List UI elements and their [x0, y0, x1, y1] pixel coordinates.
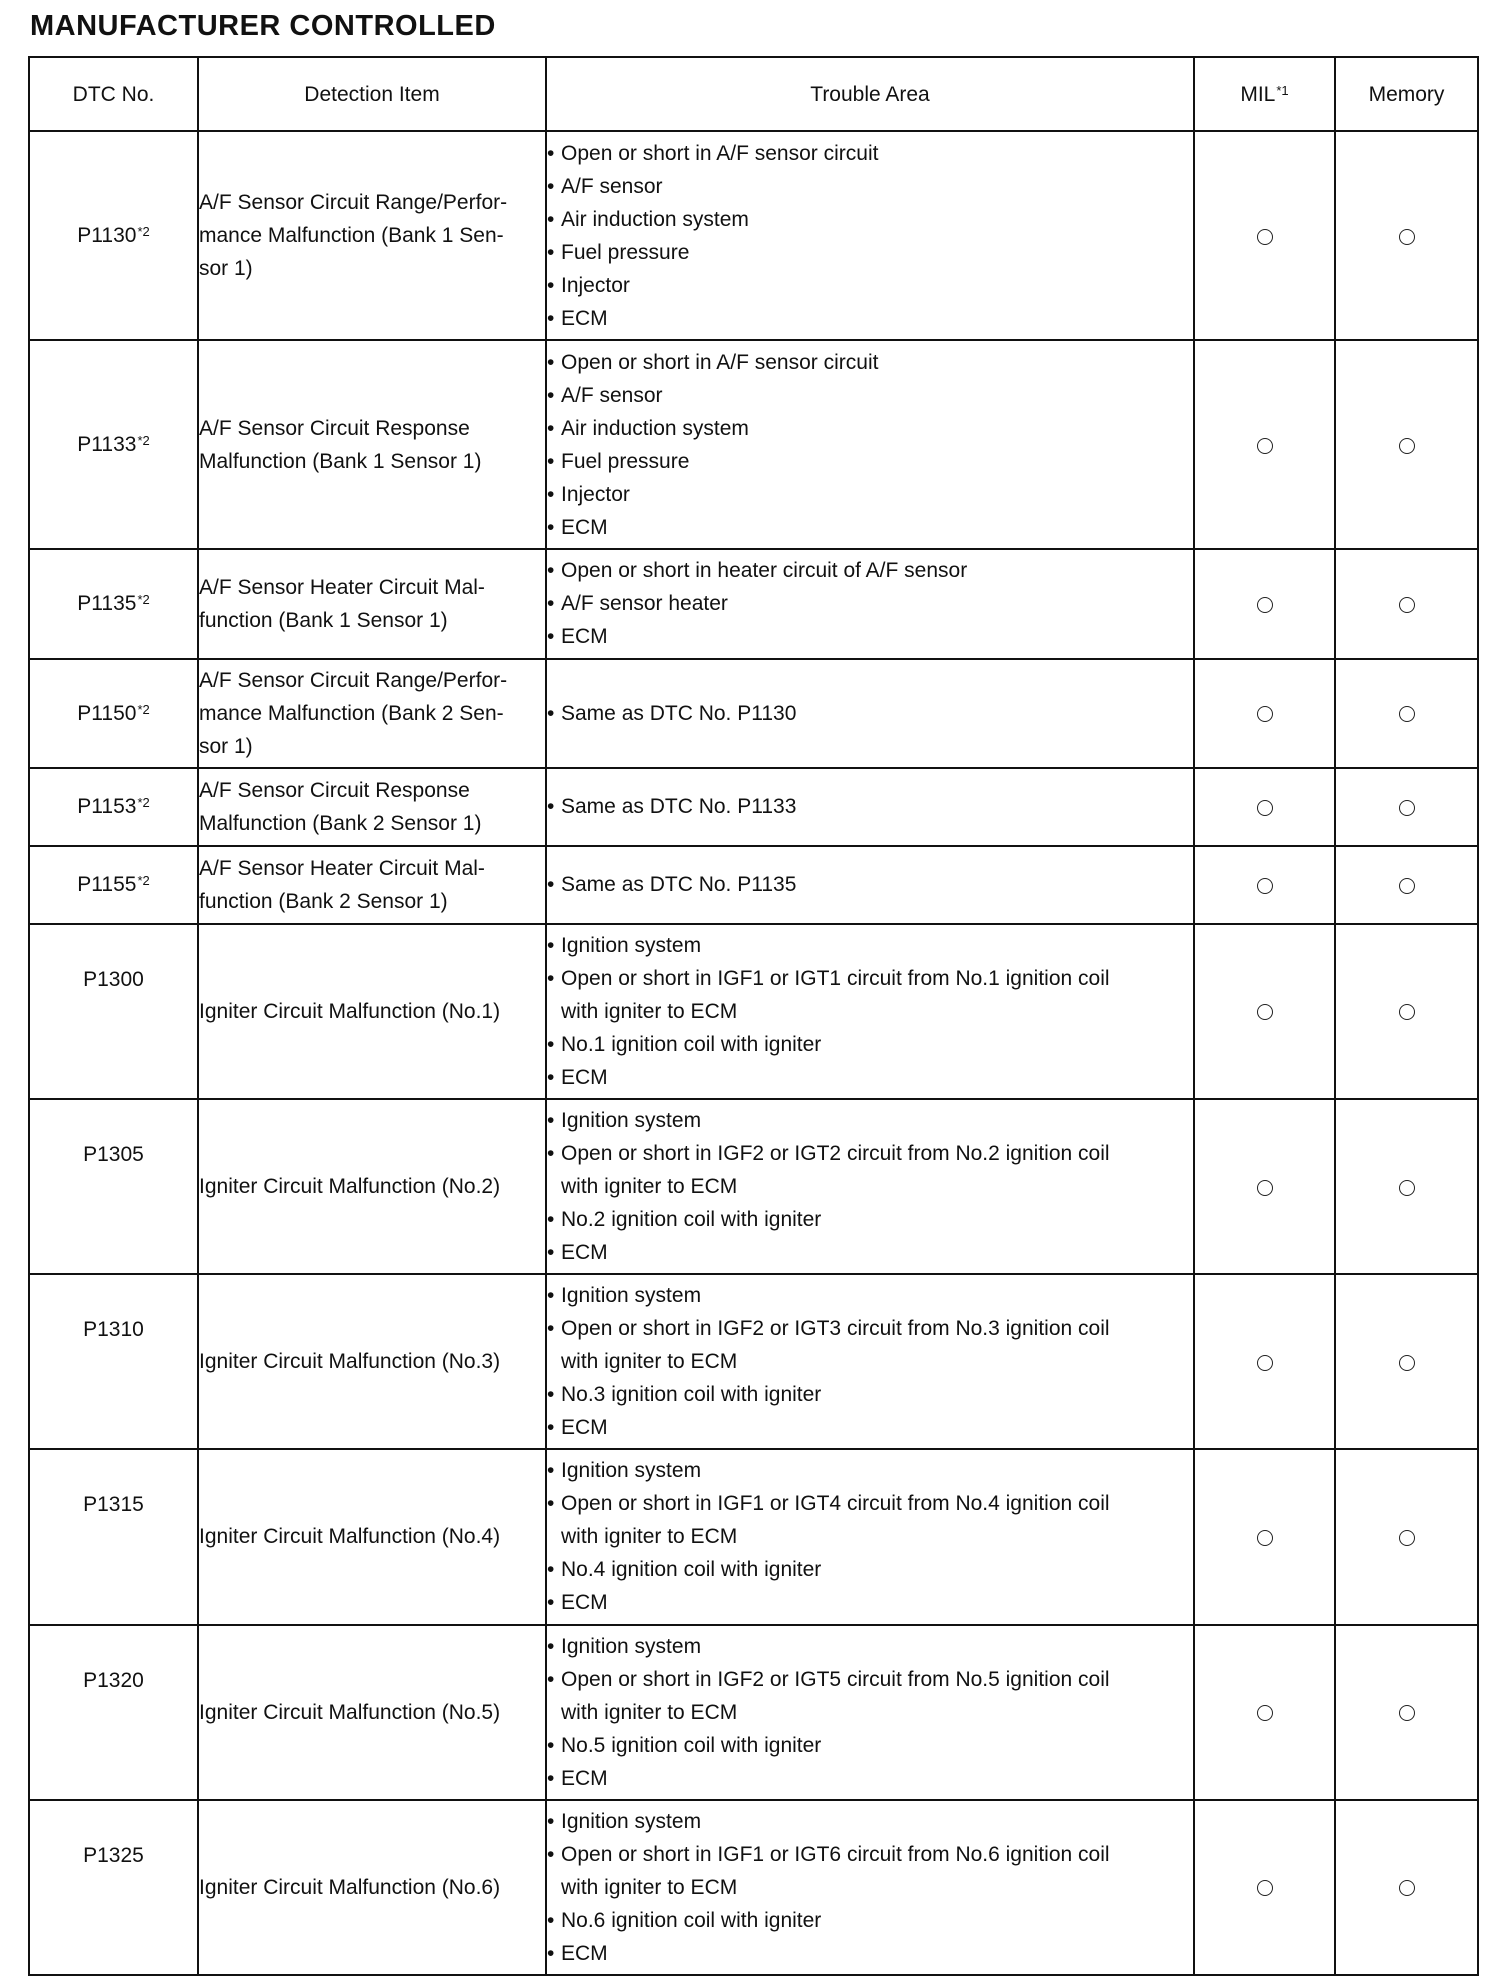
header-memory: Memory: [1335, 57, 1478, 131]
trouble-area-item: [547, 1028, 1193, 1061]
circle-icon: [1257, 878, 1273, 894]
trouble-area-text: ECM: [561, 1766, 608, 1790]
trouble-area-item: [547, 1762, 1193, 1795]
dtc-code: P1133: [77, 433, 137, 457]
bullet-icon: •: [547, 449, 555, 473]
bullet-icon: •: [547, 625, 555, 649]
bullet-icon: •: [547, 1142, 555, 1166]
dtc-code: P1300: [83, 967, 144, 991]
trouble-area-text: Same as DTC No. P1130: [561, 701, 797, 725]
trouble-area-text: Open or short in IGF2 or IGT2 circuit from No.2 ignition coil with igniter to ECM: [561, 1142, 1110, 1199]
circle-icon: [1399, 229, 1415, 245]
dtc-code-cell: [29, 1800, 198, 1975]
trouble-area-text: Open or short in IGF1 or IGT1 circuit from No.1 ignition coil with igniter to ECM: [561, 966, 1110, 1023]
trouble-area-cell: [546, 1625, 1194, 1800]
trouble-area-text: Open or short in A/F sensor circuit: [561, 141, 879, 165]
trouble-area-item: [547, 962, 1193, 1028]
trouble-area-item: [547, 587, 1193, 620]
footnote-marker: *2: [137, 873, 150, 889]
bullet-icon: •: [547, 1766, 555, 1790]
dtc-code-cell: [29, 1449, 198, 1624]
mil-mark-cell: [1194, 340, 1335, 549]
memory-mark-cell: [1335, 659, 1478, 768]
bullet-icon: •: [547, 1941, 555, 1965]
dtc-code: P1155: [77, 873, 137, 897]
dtc-code: P1150: [77, 701, 137, 725]
bullet-icon: •: [547, 416, 555, 440]
trouble-area-text: ECM: [561, 1416, 608, 1440]
trouble-area-item: [547, 790, 1193, 823]
trouble-area-item: [547, 1586, 1193, 1619]
table-row: [29, 131, 1478, 340]
circle-icon: [1399, 1180, 1415, 1196]
trouble-area-item: [547, 1312, 1193, 1378]
bullet-icon: •: [547, 1208, 555, 1232]
footnote-marker: *2: [137, 795, 150, 811]
trouble-area-item: [547, 1553, 1193, 1586]
trouble-area-text: A/F sensor heater: [561, 592, 728, 616]
mil-mark-cell: [1194, 659, 1335, 768]
detection-item-text: Igniter Circuit Malfunction (No.2): [199, 1175, 501, 1199]
table-row: [29, 846, 1478, 924]
trouble-area-item: [547, 269, 1193, 302]
table-row: [29, 1274, 1478, 1449]
circle-icon: [1399, 1530, 1415, 1546]
circle-icon: [1257, 597, 1273, 613]
footnote-marker: *1: [1276, 82, 1289, 98]
bullet-icon: •: [547, 1241, 555, 1265]
dtc-code: P1310: [83, 1318, 144, 1342]
trouble-area-item: [547, 1137, 1193, 1203]
table-row: [29, 659, 1478, 768]
trouble-area-text: ECM: [561, 1065, 608, 1089]
dtc-code-cell: [29, 1274, 198, 1449]
circle-icon: [1257, 229, 1273, 245]
circle-icon: [1399, 1880, 1415, 1896]
bullet-icon: •: [547, 933, 555, 957]
header-dtc-no: DTC No.: [29, 57, 198, 131]
trouble-area-text: ECM: [561, 1941, 608, 1965]
trouble-area-text: No.6 ignition coil with igniter: [561, 1908, 822, 1932]
trouble-area-text: Ignition system: [561, 1109, 702, 1133]
table-row: [29, 768, 1478, 846]
trouble-area-item: [547, 1378, 1193, 1411]
circle-icon: [1257, 1355, 1273, 1371]
trouble-area-text: Ignition system: [561, 933, 702, 957]
trouble-area-cell: [546, 340, 1194, 549]
trouble-area-item: [547, 1454, 1193, 1487]
trouble-area-item: [547, 620, 1193, 653]
bullet-icon: •: [547, 515, 555, 539]
bullet-icon: •: [547, 174, 555, 198]
bullet-icon: •: [547, 1492, 555, 1516]
dtc-code: P1320: [83, 1668, 144, 1692]
trouble-area-text: Open or short in IGF2 or IGT3 circuit from No.3 ignition coil with igniter to ECM: [561, 1317, 1110, 1374]
trouble-area-text: Open or short in IGF1 or IGT6 circuit from No.6 ignition coil with igniter to ECM: [561, 1842, 1110, 1899]
trouble-area-cell: [546, 549, 1194, 658]
header-detection-item: Detection Item: [198, 57, 546, 131]
detection-item-cell: [198, 131, 546, 340]
trouble-area-text: Air induction system: [561, 416, 749, 440]
trouble-area-text: Injector: [561, 482, 630, 506]
trouble-area-cell: [546, 1800, 1194, 1975]
circle-icon: [1257, 1705, 1273, 1721]
table-row: [29, 549, 1478, 658]
trouble-area-item: [547, 697, 1193, 730]
bullet-icon: •: [547, 1317, 555, 1341]
trouble-area-text: No.2 ignition coil with igniter: [561, 1208, 822, 1232]
trouble-area-item: [547, 302, 1193, 335]
memory-mark-cell: [1335, 340, 1478, 549]
bullet-icon: •: [547, 207, 555, 231]
detection-item-text: Igniter Circuit Malfunction (No.6): [199, 1875, 501, 1899]
detection-item-cell: [198, 924, 546, 1099]
detection-item-cell: [198, 768, 546, 846]
trouble-area-item: [547, 379, 1193, 412]
trouble-area-item: [547, 445, 1193, 478]
bullet-icon: •: [547, 1284, 555, 1308]
detection-item-cell: [198, 549, 546, 658]
mil-mark-cell: [1194, 131, 1335, 340]
circle-icon: [1257, 1180, 1273, 1196]
bullet-icon: •: [547, 482, 555, 506]
detection-item-cell: [198, 659, 546, 768]
bullet-icon: •: [547, 1667, 555, 1691]
dtc-code-cell: [29, 549, 198, 658]
dtc-code: P1325: [83, 1843, 144, 1867]
trouble-area-text: Ignition system: [561, 1634, 702, 1658]
detection-item-cell: [198, 846, 546, 924]
trouble-area-text: No.4 ignition coil with igniter: [561, 1558, 822, 1582]
header-trouble-area: Trouble Area: [546, 57, 1194, 131]
circle-icon: [1399, 1705, 1415, 1721]
bullet-icon: •: [547, 350, 555, 374]
dtc-code-cell: [29, 659, 198, 768]
mil-mark-cell: [1194, 1800, 1335, 1975]
bullet-icon: •: [547, 701, 555, 725]
trouble-area-cell: [546, 1274, 1194, 1449]
mil-mark-cell: [1194, 768, 1335, 846]
bullet-icon: •: [547, 795, 555, 819]
bullet-icon: •: [547, 1842, 555, 1866]
dtc-table: [28, 56, 1479, 1976]
trouble-area-text: ECM: [561, 1591, 608, 1615]
circle-icon: [1399, 438, 1415, 454]
trouble-area-text: Open or short in IGF1 or IGT4 circuit from No.4 ignition coil with igniter to ECM: [561, 1492, 1110, 1549]
detection-item-cell: [198, 1449, 546, 1624]
trouble-area-item: [547, 1729, 1193, 1762]
table-row: [29, 1625, 1478, 1800]
trouble-area-item: [547, 1487, 1193, 1553]
circle-icon: [1257, 706, 1273, 722]
table-row: [29, 1800, 1478, 1975]
trouble-area-cell: [546, 1449, 1194, 1624]
circle-icon: [1399, 706, 1415, 722]
detection-item-text: A/F Sensor Circuit Response Malfunction (Bank 1 Sensor 1): [199, 416, 482, 473]
trouble-area-item: [547, 236, 1193, 269]
trouble-area-cell: [546, 846, 1194, 924]
table-row: [29, 340, 1478, 549]
bullet-icon: •: [547, 1809, 555, 1833]
bullet-icon: •: [547, 306, 555, 330]
trouble-area-item: [547, 1279, 1193, 1312]
dtc-code-cell: [29, 340, 198, 549]
trouble-area-item: [547, 1937, 1193, 1970]
memory-mark-cell: [1335, 1449, 1478, 1624]
trouble-area-item: [547, 1805, 1193, 1838]
trouble-area-item: [547, 1203, 1193, 1236]
footnote-marker: *2: [137, 592, 150, 608]
trouble-area-text: No.5 ignition coil with igniter: [561, 1733, 822, 1757]
detection-item-text: Igniter Circuit Malfunction (No.5): [199, 1700, 501, 1724]
dtc-code: P1153: [77, 795, 137, 819]
mil-mark-cell: [1194, 1099, 1335, 1274]
bullet-icon: •: [547, 1065, 555, 1089]
bullet-icon: •: [547, 873, 555, 897]
memory-mark-cell: [1335, 1274, 1478, 1449]
circle-icon: [1399, 800, 1415, 816]
bullet-icon: •: [547, 1416, 555, 1440]
memory-mark-cell: [1335, 924, 1478, 1099]
trouble-area-text: A/F sensor: [561, 383, 663, 407]
mil-mark-cell: [1194, 846, 1335, 924]
table-row: [29, 924, 1478, 1099]
bullet-icon: •: [547, 1591, 555, 1615]
trouble-area-item: [547, 1411, 1193, 1444]
dtc-code: P1315: [83, 1493, 144, 1517]
trouble-area-text: Ignition system: [561, 1809, 702, 1833]
trouble-area-text: Open or short in A/F sensor circuit: [561, 350, 879, 374]
circle-icon: [1257, 438, 1273, 454]
memory-mark-cell: [1335, 1625, 1478, 1800]
trouble-area-item: [547, 868, 1193, 901]
trouble-area-text: Open or short in heater circuit of A/F sensor: [561, 559, 968, 583]
detection-item-text: Igniter Circuit Malfunction (No.1): [199, 999, 501, 1023]
table-body: [29, 131, 1478, 1975]
mil-mark-cell: [1194, 1625, 1335, 1800]
mil-mark-cell: [1194, 549, 1335, 658]
trouble-area-item: [547, 1104, 1193, 1137]
dtc-code-cell: [29, 1099, 198, 1274]
dtc-code-cell: [29, 768, 198, 846]
detection-item-text: A/F Sensor Heater Circuit Mal- function (Bank 2 Sensor 1): [199, 856, 485, 913]
detection-item-text: A/F Sensor Circuit Range/Perfor- mance Malfunction (Bank 2 Sen- sor 1): [199, 668, 508, 758]
memory-mark-cell: [1335, 768, 1478, 846]
bullet-icon: •: [547, 383, 555, 407]
bullet-icon: •: [547, 1733, 555, 1757]
bullet-icon: •: [547, 141, 555, 165]
bullet-icon: •: [547, 1634, 555, 1658]
circle-icon: [1399, 1004, 1415, 1020]
detection-item-cell: [198, 1625, 546, 1800]
trouble-area-text: Open or short in IGF2 or IGT5 circuit from No.5 ignition coil with igniter to ECM: [561, 1667, 1110, 1724]
dtc-code-cell: [29, 1625, 198, 1800]
trouble-area-item: [547, 511, 1193, 544]
trouble-area-item: [547, 478, 1193, 511]
circle-icon: [1257, 1530, 1273, 1546]
detection-item-text: Igniter Circuit Malfunction (No.3): [199, 1350, 501, 1374]
trouble-area-item: [547, 1236, 1193, 1269]
trouble-area-item: [547, 346, 1193, 379]
detection-item-cell: [198, 1274, 546, 1449]
trouble-area-item: [547, 1904, 1193, 1937]
memory-mark-cell: [1335, 1800, 1478, 1975]
dtc-code: P1135: [77, 592, 137, 616]
bullet-icon: •: [547, 1459, 555, 1483]
trouble-area-text: ECM: [561, 1241, 608, 1265]
detection-item-cell: [198, 1099, 546, 1274]
bullet-icon: •: [547, 1109, 555, 1133]
page-title: MANUFACTURER CONTROLLED: [30, 10, 496, 42]
footnote-marker: *2: [137, 433, 150, 449]
trouble-area-item: [547, 1838, 1193, 1904]
trouble-area-cell: [546, 1099, 1194, 1274]
detection-item-cell: [198, 1800, 546, 1975]
circle-icon: [1257, 800, 1273, 816]
detection-item-text: A/F Sensor Circuit Response Malfunction (Bank 2 Sensor 1): [199, 778, 482, 835]
trouble-area-text: Same as DTC No. P1133: [561, 795, 797, 819]
table-row: [29, 1449, 1478, 1624]
circle-icon: [1399, 1355, 1415, 1371]
memory-mark-cell: [1335, 1099, 1478, 1274]
dtc-code-cell: [29, 846, 198, 924]
dtc-code-cell: [29, 924, 198, 1099]
mil-mark-cell: [1194, 1274, 1335, 1449]
trouble-area-item: [547, 554, 1193, 587]
trouble-area-text: Injector: [561, 273, 630, 297]
trouble-area-text: ECM: [561, 306, 608, 330]
trouble-area-cell: [546, 924, 1194, 1099]
header-mil-label: MIL: [1240, 82, 1276, 106]
detection-item-text: A/F Sensor Circuit Range/Perfor- mance Malfunction (Bank 1 Sen- sor 1): [199, 191, 508, 281]
trouble-area-text: Ignition system: [561, 1284, 702, 1308]
circle-icon: [1399, 597, 1415, 613]
detection-item-text: Igniter Circuit Malfunction (No.4): [199, 1525, 501, 1549]
trouble-area-text: ECM: [561, 515, 608, 539]
trouble-area-text: Fuel pressure: [561, 449, 690, 473]
bullet-icon: •: [547, 273, 555, 297]
trouble-area-item: [547, 137, 1193, 170]
trouble-area-text: Fuel pressure: [561, 240, 690, 264]
dtc-code: P1130: [77, 224, 137, 248]
header-mil: [1194, 57, 1335, 131]
table-header-row: [29, 57, 1478, 131]
memory-mark-cell: [1335, 549, 1478, 658]
bullet-icon: •: [547, 240, 555, 264]
bullet-icon: •: [547, 1383, 555, 1407]
footnote-marker: *2: [137, 701, 150, 717]
trouble-area-cell: [546, 659, 1194, 768]
circle-icon: [1399, 878, 1415, 894]
trouble-area-text: Ignition system: [561, 1459, 702, 1483]
table-row: [29, 1099, 1478, 1274]
trouble-area-item: [547, 929, 1193, 962]
bullet-icon: •: [547, 592, 555, 616]
trouble-area-item: [547, 1630, 1193, 1663]
detection-item-text: A/F Sensor Heater Circuit Mal- function (Bank 1 Sensor 1): [199, 575, 485, 632]
mil-mark-cell: [1194, 1449, 1335, 1624]
trouble-area-item: [547, 1663, 1193, 1729]
memory-mark-cell: [1335, 131, 1478, 340]
circle-icon: [1257, 1880, 1273, 1896]
trouble-area-item: [547, 412, 1193, 445]
trouble-area-cell: [546, 131, 1194, 340]
trouble-area-text: Air induction system: [561, 207, 749, 231]
trouble-area-cell: [546, 768, 1194, 846]
trouble-area-text: No.3 ignition coil with igniter: [561, 1383, 822, 1407]
trouble-area-text: ECM: [561, 625, 608, 649]
trouble-area-text: Same as DTC No. P1135: [561, 873, 797, 897]
bullet-icon: •: [547, 966, 555, 990]
dtc-code-cell: [29, 131, 198, 340]
trouble-area-item: [547, 170, 1193, 203]
detection-item-cell: [198, 340, 546, 549]
bullet-icon: •: [547, 1558, 555, 1582]
bullet-icon: •: [547, 1908, 555, 1932]
bullet-icon: •: [547, 1032, 555, 1056]
trouble-area-item: [547, 203, 1193, 236]
trouble-area-text: A/F sensor: [561, 174, 663, 198]
bullet-icon: •: [547, 559, 555, 583]
circle-icon: [1257, 1004, 1273, 1020]
dtc-code: P1305: [83, 1143, 144, 1166]
mil-mark-cell: [1194, 924, 1335, 1099]
memory-mark-cell: [1335, 846, 1478, 924]
trouble-area-item: [547, 1061, 1193, 1094]
footnote-marker: *2: [137, 224, 150, 240]
trouble-area-text: No.1 ignition coil with igniter: [561, 1032, 822, 1056]
